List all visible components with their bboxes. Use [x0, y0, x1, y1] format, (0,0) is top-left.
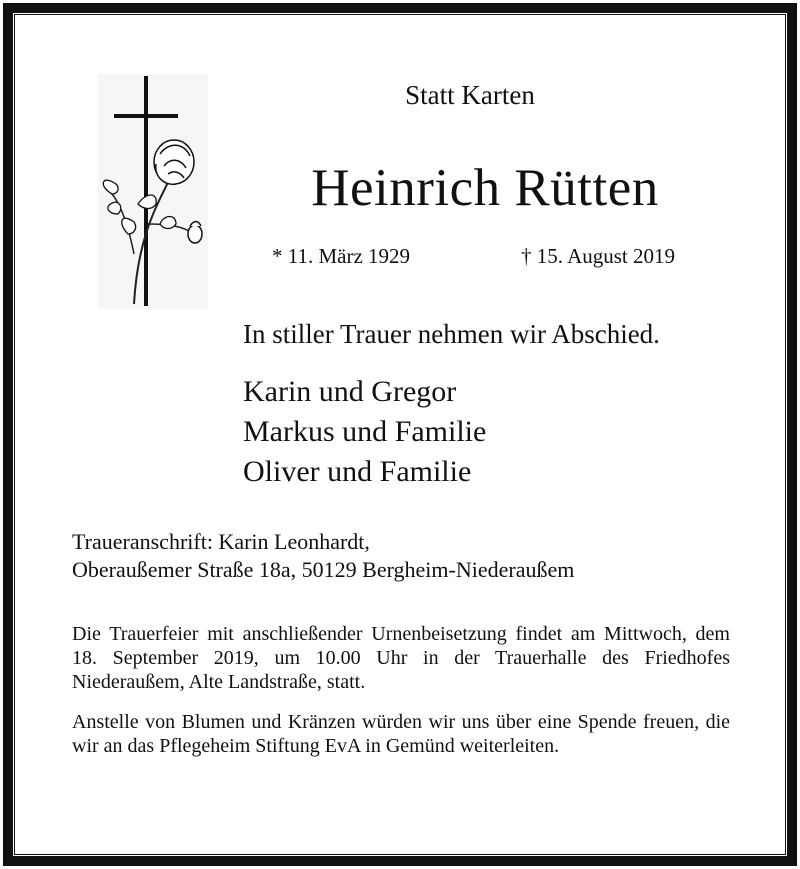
mourning-address	[72, 528, 574, 584]
mourner-item: Karin und Gregor	[243, 375, 457, 408]
address-line: Traueranschrift: Karin Leonhardt,	[72, 529, 370, 554]
birth-date: * 11. März 1929	[272, 244, 411, 268]
address-line: Oberaußemer Straße 18a, 50129 Bergheim-Niederaußem	[72, 557, 575, 582]
mourners-list	[243, 372, 486, 492]
farewell-line: In stiller Trauer nehmen wir Abschied.	[243, 319, 660, 349]
death-date: † 15. August 2019	[521, 244, 676, 268]
cross-with-rose-icon	[98, 74, 208, 309]
mourner-item: Markus und Familie	[243, 415, 487, 448]
deceased-name: Heinrich Rütten	[311, 159, 659, 217]
ceremony-paragraph: Die Trauerfeier mit anschließender Urnenbeisetzung findet am Mittwoch, dem 18. September 2019, um 10.00 Uhr in der Trauerhalle des Friedhofes Niederaußem, Alte Landstraße, statt.	[72, 623, 730, 693]
pre-title: Statt Karten	[405, 80, 535, 110]
donation-paragraph: Anstelle von Blumen und Kränzen würden wir uns über eine Spende freuen, die wir an das Pflegeheim Stiftung EvA in Gemünd weiterleiten.	[72, 711, 730, 757]
mourner-item: Oliver und Familie	[243, 455, 472, 488]
